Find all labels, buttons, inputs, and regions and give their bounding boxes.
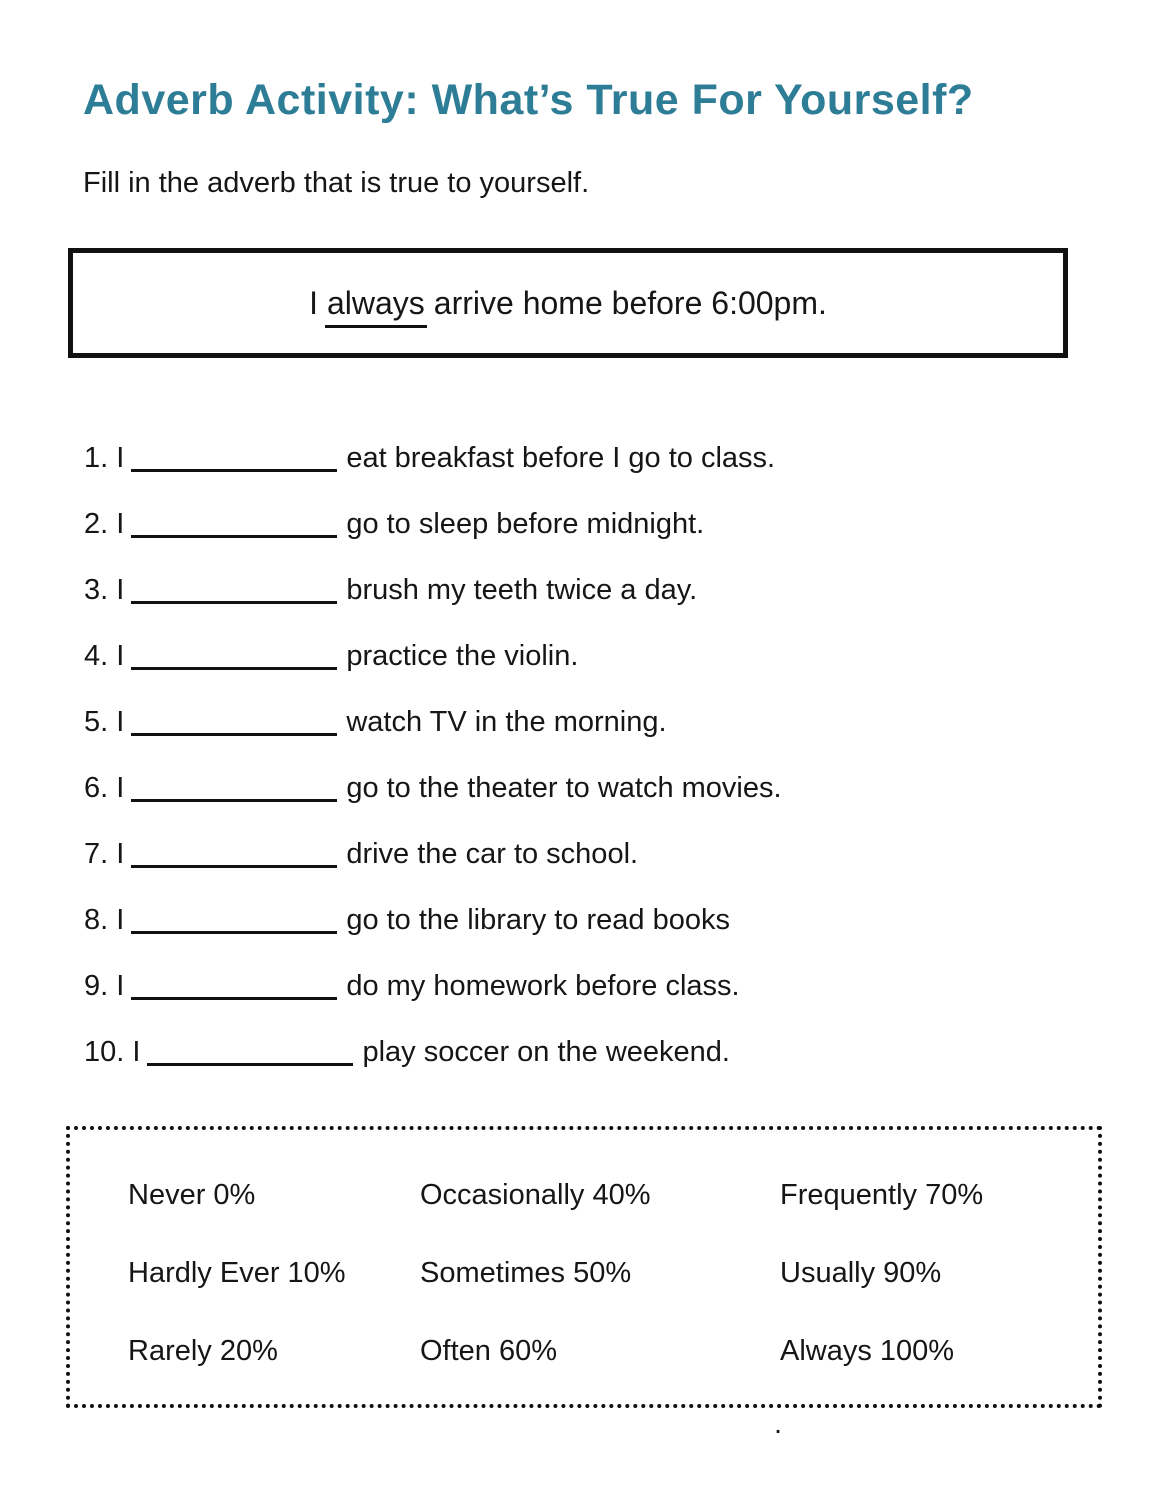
- example-prefix: I: [309, 284, 318, 321]
- item-text: brush my teeth twice a day.: [346, 574, 698, 606]
- word-bank-cell-frequently: Frequently 70%: [780, 1179, 984, 1211]
- answer-blank-3: [131, 580, 337, 604]
- word-bank-cell-often: Often 60%: [420, 1335, 558, 1367]
- item-lead: 2. I: [84, 508, 125, 540]
- item-text: practice the violin.: [346, 640, 579, 672]
- item-text: eat breakfast before I go to class.: [346, 442, 776, 474]
- word-bank-cell-always: Always 100%: [780, 1335, 955, 1367]
- exercise-item-8: [84, 904, 782, 937]
- example-suffix: arrive home before 6:00pm.: [433, 284, 827, 321]
- answer-blank-6: [131, 778, 337, 802]
- answer-blank-4: [131, 646, 337, 670]
- item-text: go to the theater to watch movies.: [346, 772, 782, 804]
- exercise-list: [84, 442, 782, 1102]
- item-text: drive the car to school.: [346, 838, 639, 870]
- page-title: Adverb Activity: What’s True For Yourself?: [83, 76, 974, 124]
- item-text: go to the library to read books: [346, 904, 730, 936]
- example-sentence-box: [68, 248, 1068, 358]
- answer-blank-7: [131, 844, 337, 868]
- exercise-item-3: [84, 574, 782, 607]
- item-lead: 8. I: [84, 904, 125, 936]
- word-bank-cell-hardly-ever: Hardly Ever 10%: [128, 1257, 346, 1289]
- word-bank-cell-usually: Usually 90%: [780, 1257, 942, 1289]
- item-text: play soccer on the weekend.: [362, 1036, 730, 1068]
- example-sentence: [309, 285, 827, 322]
- item-lead: 5. I: [84, 706, 125, 738]
- answer-blank-5: [131, 712, 337, 736]
- exercise-item-1: [84, 442, 782, 475]
- word-bank-cell-never: Never 0%: [128, 1179, 256, 1211]
- item-lead: 4. I: [84, 640, 125, 672]
- answer-blank-2: [131, 514, 337, 538]
- answer-blank-9: [131, 976, 337, 1000]
- answer-blank-8: [131, 910, 337, 934]
- word-bank-cell-sometimes: Sometimes 50%: [420, 1257, 632, 1289]
- exercise-item-10: [84, 1036, 782, 1069]
- item-lead: 10. I: [84, 1036, 141, 1068]
- item-text: do my homework before class.: [346, 970, 740, 1002]
- answer-blank-10: [147, 1042, 353, 1066]
- word-bank-cell-occasionally: Occasionally 40%: [420, 1179, 651, 1211]
- exercise-item-9: [84, 970, 782, 1003]
- item-lead: 1. I: [84, 442, 125, 474]
- stray-period-mark: .: [774, 1408, 783, 1440]
- instruction-text: Fill in the adverb that is true to yourself.: [83, 167, 590, 199]
- exercise-item-5: [84, 706, 782, 739]
- item-lead: 3. I: [84, 574, 125, 606]
- item-text: watch TV in the morning.: [346, 706, 667, 738]
- item-lead: 7. I: [84, 838, 125, 870]
- word-bank-cell-rarely: Rarely 20%: [128, 1335, 278, 1367]
- item-lead: 9. I: [84, 970, 125, 1002]
- item-text: go to sleep before midnight.: [346, 508, 705, 540]
- exercise-item-2: [84, 508, 782, 541]
- adverb-word-bank: [66, 1126, 1102, 1408]
- exercise-item-7: [84, 838, 782, 871]
- example-underlined-adverb: always: [325, 285, 427, 328]
- exercise-item-6: [84, 772, 782, 805]
- exercise-item-4: [84, 640, 782, 673]
- answer-blank-1: [131, 448, 337, 472]
- item-lead: 6. I: [84, 772, 125, 804]
